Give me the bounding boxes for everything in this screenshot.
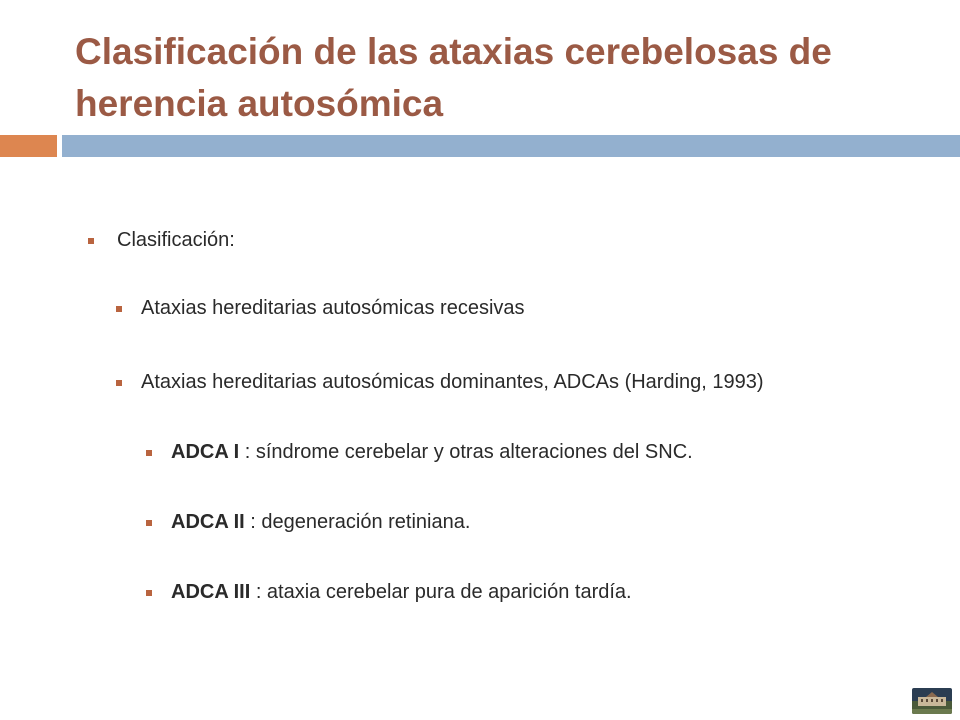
adca-description: : síndrome cerebelar y otras alteraciones del SNC. [239, 441, 693, 463]
adca-description: : ataxia cerebelar pura de aparición tardía. [250, 581, 632, 603]
list-item-text [171, 581, 632, 604]
square-bullet-icon [116, 306, 122, 312]
adca-description: : degeneración retiniana. [244, 511, 471, 533]
list-item-classification [88, 229, 235, 252]
square-bullet-icon [146, 590, 152, 596]
title-divider-bar [62, 135, 960, 157]
list-item-text: Ataxias hereditarias autosómicas recesivas [141, 297, 525, 319]
square-bullet-icon [146, 520, 152, 526]
list-item-adca-3 [146, 581, 632, 604]
square-bullet-icon [116, 380, 122, 386]
slide-title: Clasificación de las ataxias cerebelosas de herencia autosómica [75, 31, 832, 124]
list-item-text [171, 441, 693, 464]
square-bullet-icon [88, 238, 94, 244]
list-item-text: Ataxias hereditarias autosómicas dominantes, ADCAs (Harding, 1993) [141, 371, 764, 393]
list-item-dominant [116, 371, 764, 394]
title-accent-bar [0, 135, 57, 157]
list-item-recessive [116, 297, 525, 320]
adca-label: ADCA I [171, 441, 240, 463]
list-item-adca-2 [146, 511, 470, 534]
list-item-text: Clasificación: [117, 229, 235, 251]
building-logo-icon [912, 688, 952, 714]
square-bullet-icon [146, 450, 152, 456]
adca-label: ADCA II [171, 511, 245, 533]
list-item-text [171, 511, 470, 534]
adca-label: ADCA III [171, 581, 251, 603]
list-item-adca-1 [146, 441, 693, 464]
